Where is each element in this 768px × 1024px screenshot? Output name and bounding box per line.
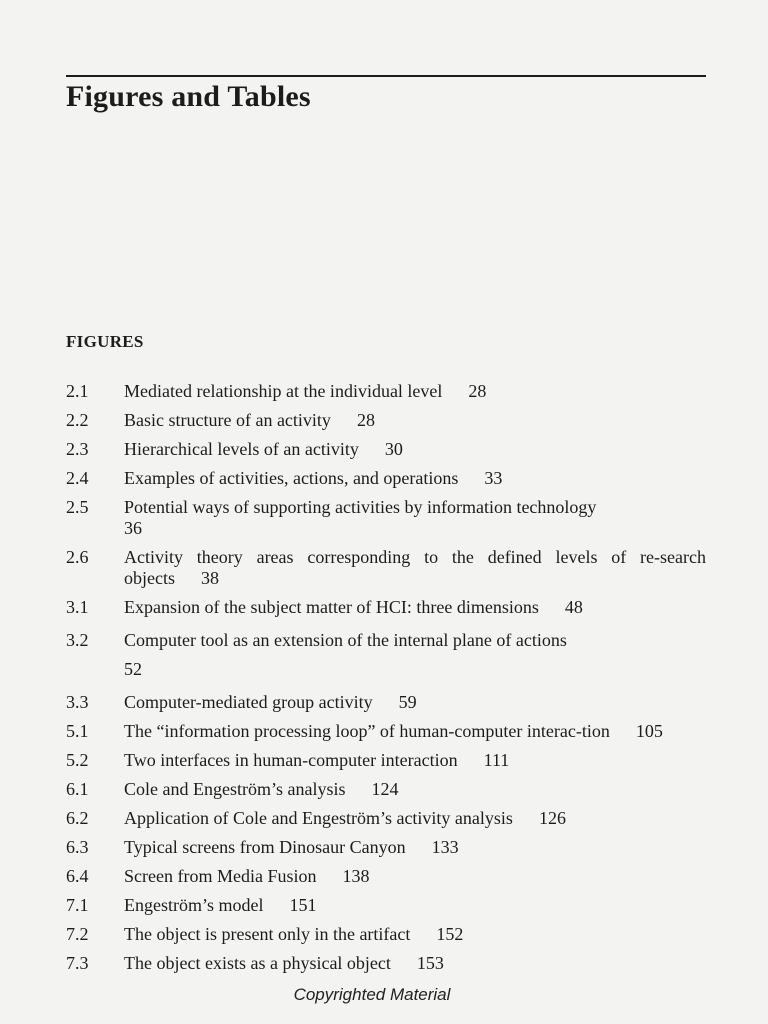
figure-caption-block xyxy=(124,924,706,945)
figure-caption-block xyxy=(124,953,706,974)
figure-page: 30 xyxy=(384,439,403,459)
figure-entry xyxy=(66,439,706,460)
figure-caption: Engeström’s model xyxy=(124,895,264,915)
figure-caption-block xyxy=(124,750,706,771)
figure-caption-block xyxy=(124,468,706,489)
figure-entry xyxy=(66,808,706,829)
figure-page: 33 xyxy=(484,468,503,488)
figure-number: 3.2 xyxy=(66,630,89,650)
figure-number: 3.3 xyxy=(66,692,89,712)
figure-entry xyxy=(66,468,706,489)
figure-number: 2.6 xyxy=(66,547,89,567)
figure-caption-block xyxy=(124,837,706,858)
figure-caption: Cole and Engeström’s analysis xyxy=(124,779,346,799)
figure-page: 152 xyxy=(436,924,464,944)
top-rule xyxy=(66,75,706,77)
figure-number: 5.1 xyxy=(66,721,89,741)
figure-number: 7.2 xyxy=(66,924,89,944)
figure-caption: Expansion of the subject matter of HCI: three dimensions xyxy=(124,597,539,617)
figure-caption: Two interfaces in human-computer interaction xyxy=(124,750,458,770)
figure-caption: Activity theory areas corresponding to the defined levels of re-search objects xyxy=(124,547,706,588)
figure-caption-block xyxy=(124,779,706,800)
figure-page: 138 xyxy=(342,866,370,886)
figure-number: 6.3 xyxy=(66,837,89,857)
figure-caption-block xyxy=(124,597,706,618)
figure-entry xyxy=(66,953,706,974)
figure-caption-block xyxy=(124,410,706,431)
figure-caption-block xyxy=(124,895,706,916)
figure-caption-block xyxy=(124,439,706,460)
figure-entry xyxy=(66,750,706,771)
figure-page: 48 xyxy=(564,597,583,617)
figure-caption-block xyxy=(124,547,706,589)
figure-page: 36 xyxy=(124,518,142,538)
figure-caption: Typical screens from Dinosaur Canyon xyxy=(124,837,406,857)
figure-caption-block xyxy=(124,381,706,402)
figure-caption-block xyxy=(124,626,706,684)
figure-caption: Computer-mediated group activity xyxy=(124,692,373,712)
figure-caption-block xyxy=(124,866,706,887)
figure-caption: Screen from Media Fusion xyxy=(124,866,317,886)
figure-entry xyxy=(66,381,706,402)
figure-entry xyxy=(66,837,706,858)
figure-entry xyxy=(66,547,706,589)
figure-number: 5.2 xyxy=(66,750,89,770)
figure-number: 7.1 xyxy=(66,895,89,915)
section-heading-figures: FIGURES xyxy=(66,332,144,351)
figure-entry xyxy=(66,721,706,742)
figure-entry xyxy=(66,895,706,916)
figure-number: 6.2 xyxy=(66,808,89,828)
figure-page: 111 xyxy=(483,750,510,770)
figure-entry xyxy=(66,626,706,684)
figure-number: 2.3 xyxy=(66,439,89,459)
figure-caption: Mediated relationship at the individual level xyxy=(124,381,443,401)
figure-caption: Basic structure of an activity xyxy=(124,410,331,430)
figure-page: 105 xyxy=(635,721,663,741)
figure-page: 124 xyxy=(371,779,399,799)
figure-caption-block xyxy=(124,692,706,713)
figure-page: 38 xyxy=(201,568,219,588)
figure-entry xyxy=(66,779,706,800)
copyright-watermark: Copyrighted Material xyxy=(293,985,451,1004)
figure-caption-block xyxy=(124,721,706,742)
figure-entry xyxy=(66,924,706,945)
figure-page: 126 xyxy=(538,808,566,828)
figure-number: 3.1 xyxy=(66,597,89,617)
figure-page: 28 xyxy=(356,410,375,430)
figure-number: 6.4 xyxy=(66,866,89,886)
figure-caption: The object exists as a physical object xyxy=(124,953,391,973)
figure-caption-block xyxy=(124,497,706,539)
figure-page: 52 xyxy=(124,659,142,679)
figure-entry xyxy=(66,866,706,887)
figure-entry xyxy=(66,597,706,618)
figure-page: 59 xyxy=(398,692,417,712)
page-title: Figures and Tables xyxy=(66,80,311,113)
figure-entry xyxy=(66,692,706,713)
figure-number: 2.1 xyxy=(66,381,89,401)
figure-list xyxy=(66,381,706,974)
figure-caption: Hierarchical levels of an activity xyxy=(124,439,359,459)
figure-caption: Potential ways of supporting activities by information technology xyxy=(124,497,597,517)
figure-page: 133 xyxy=(431,837,459,857)
figure-entry xyxy=(66,410,706,431)
figure-page: 151 xyxy=(289,895,317,915)
figure-caption: Computer tool as an extension of the internal plane of actions xyxy=(124,630,567,650)
figure-number: 2.5 xyxy=(66,497,89,517)
figure-number: 6.1 xyxy=(66,779,89,799)
figure-page: 153 xyxy=(416,953,444,973)
figure-page: 28 xyxy=(468,381,487,401)
figure-number: 2.2 xyxy=(66,410,89,430)
figure-number: 7.3 xyxy=(66,953,89,973)
figure-caption: Application of Cole and Engeström’s activity analysis xyxy=(124,808,513,828)
figure-caption: The “information processing loop” of human-computer interac-tion xyxy=(124,721,610,741)
figure-entry xyxy=(66,497,706,539)
figure-number: 2.4 xyxy=(66,468,89,488)
figure-caption: The object is present only in the artifact xyxy=(124,924,411,944)
figure-caption-block xyxy=(124,808,706,829)
figure-caption: Examples of activities, actions, and operations xyxy=(124,468,459,488)
